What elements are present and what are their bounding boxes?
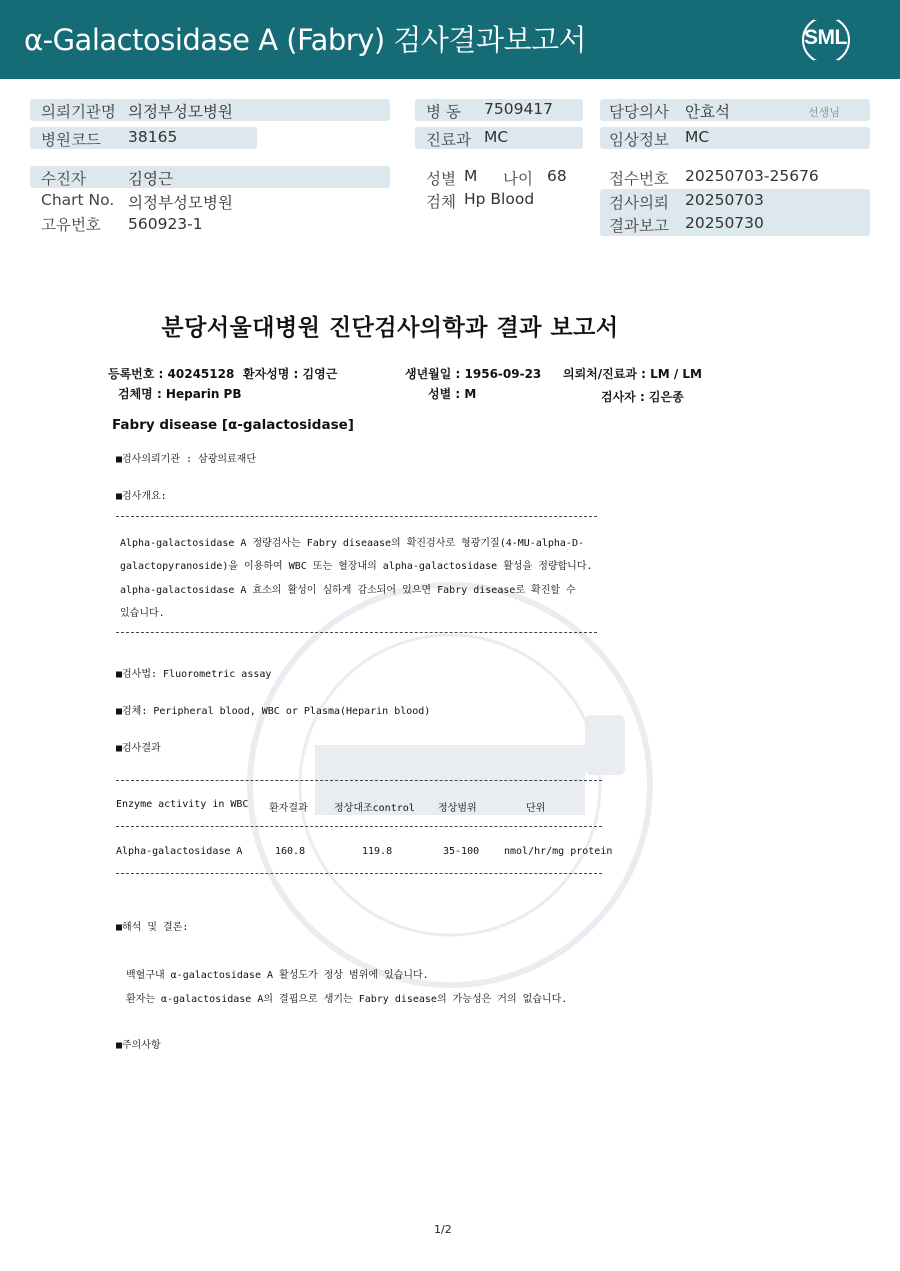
sex-label: 성별 [426,170,456,188]
age-label: 나이 [503,170,533,188]
logo-text: SML [804,26,847,49]
report-referral: 의뢰처/진료과 : LM / LM [563,367,703,381]
test-request-label: 검사의뢰 [609,194,669,212]
requesting-institution-value: 의정부성모병원 [128,103,233,121]
divider [116,780,602,781]
doctor-value: 안효석 [685,103,730,121]
result-column-header: Enzyme activity in WBC [116,799,249,810]
report-title: 분당서울대병원 진단검사의학과 결과 보고서 [161,315,619,341]
patient-label: 수진자 [41,170,86,188]
header-bar [0,0,900,79]
method-line: ■검사법: Fluorometric assay [116,669,272,680]
report-page [100,268,800,1253]
specimen-value: Hp Blood [464,190,535,208]
test-name: Fabry disease [α-galactosidase] [112,417,354,433]
result-report-label: 결과보고 [609,217,669,235]
registration-number: 등록번호 : 40245128 [108,367,235,381]
report-header-title: α-Galactosidase A (Fabry) 검사결과보고서 [24,23,587,57]
divider [116,632,597,633]
overview-title: ■검사개요: [116,491,167,502]
receipt-no-value: 20250703-25676 [685,167,819,185]
interpretation-line-1: 백혈구내 α-galactosidase A 활성도가 정상 범위에 있습니다. [126,970,429,981]
caution-title: ■주의사항 [116,1040,161,1051]
overview-line-4: 있습니다. [120,608,165,619]
result-cell: nmol/hr/mg protein [504,846,613,857]
hospital-code-label: 병원코드 [41,131,101,149]
chart-no-value: 의정부성모병원 [128,194,233,212]
lab-line: ■검사의뢰기관 : 삼광의료재단 [116,454,257,465]
hospital-code-value: 38165 [128,128,178,146]
result-cell: Alpha-galactosidase A [116,846,243,857]
department-value: MC [484,128,509,146]
sex-value: M [464,167,478,185]
result-title: ■검사결과 [116,743,161,754]
clinical-info-value: MC [685,128,710,146]
report-patient-name: 환자성명 : 김영근 [243,367,338,381]
department-label: 진료과 [426,131,471,149]
result-column-header: 정상대조control [334,803,415,814]
ward-value: 7509417 [484,100,554,118]
result-cell: 35-100 [443,846,480,857]
receipt-no-label: 접수번호 [609,170,669,188]
report-sex: 성별 : M [428,387,477,401]
result-column-header: 환자결과 [269,803,308,814]
chart-no-label: Chart No. [41,191,115,209]
patient-name-value: 김영근 [128,170,173,188]
result-cell: 119.8 [362,846,393,857]
ward-label: 병 동 [426,103,461,121]
result-report-value: 20250730 [685,214,764,232]
report-birth-date: 생년월일 : 1956-09-23 [405,367,542,381]
doctor-suffix: 선생님 [808,106,840,119]
divider [116,873,602,874]
result-cell: 160.8 [275,846,306,857]
clinical-info-label: 임상정보 [609,131,669,149]
age-value: 68 [547,167,567,185]
report-examiner: 검사자 : 김은종 [601,390,684,404]
specimen-line: ■검체: Peripheral blood, WBC or Plasma(Heparin blood) [116,706,431,717]
page-number: 1/2 [434,1223,452,1236]
result-column-header: 단위 [526,803,546,814]
unique-id-value: 560923-1 [128,215,203,233]
doctor-label: 담당의사 [609,103,669,121]
test-request-value: 20250703 [685,191,764,209]
report-specimen-name: 검체명 : Heparin PB [118,387,242,401]
result-column-header: 정상범위 [438,803,477,814]
overview-line-3: alpha-galactosidase A 효소의 활성이 심하게 감소되어 있으면 Fabry disease로 확진할 수 [120,585,576,596]
divider [116,826,602,827]
requesting-institution-label: 의뢰기관명 [41,103,116,121]
unique-id-label: 고유번호 [41,216,101,234]
divider [116,516,597,517]
specimen-label: 검체 [426,193,456,211]
interpretation-line-2: 환자는 α-galactosidase A의 결핍으로 생기는 Fabry disease의 가능성은 거의 없습니다. [126,994,568,1005]
overview-line-1: Alpha-galactosidase A 정량검사는 Fabry diseaase의 확진검사로 형광기질(4-MU-alpha-D- [120,538,584,549]
overview-line-2: galactopyranoside)을 이용하여 WBC 또는 혈장내의 alpha-galactosidase 활성을 정량합니다. [120,561,593,572]
interpretation-title: ■해석 및 결론: [116,922,189,933]
